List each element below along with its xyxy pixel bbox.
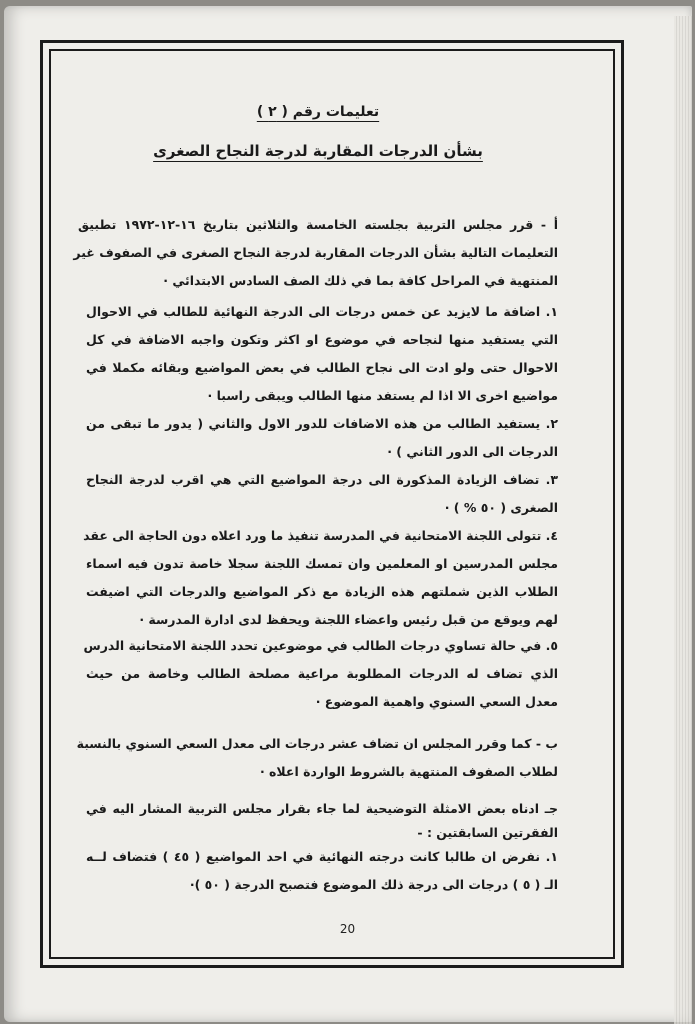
text-line: المنتهية في المراحل كافة بما في ذلك الصف السادس الابتدائي · — [163, 273, 558, 288]
text-line: ٢. يستفيد الطالب من هذه الاضافات للدور الاول والثاني ( يدور ما تبقى من — [86, 416, 558, 431]
text-line: لهم ويوقع من قبل رئيس واعضاء اللجنة ويحفظ لدى ادارة المدرسة · — [139, 612, 558, 627]
list-item-2 — [86, 410, 558, 466]
page-number: 20 — [339, 922, 356, 936]
text-line: معدل السعي السنوي واهمية الموضوع · — [315, 694, 558, 709]
text-line: جـ ادناه بعض الامثلة التوضيحية لما جاء بقرار مجلس التربية المشار اليه في — [86, 801, 558, 816]
page-edges — [674, 16, 692, 1024]
text-line: ٤. تتولى اللجنة الامتحانية في المدرسة تنفيذ ما ورد اعلاه دون الحاجة الى عقد — [83, 528, 558, 543]
text-line: مواضيع اخرى الا اذا لم يستفد منها الطالب ويبقى راسبا · — [207, 388, 558, 403]
text-line: لطلاب الصفوف المنتهية بالشروط الواردة اعلاه · — [259, 764, 558, 779]
text-line: ٥. في حالة تساوي درجات الطالب في موضوعين تحدد اللجنة الامتحانية الدرس — [83, 638, 558, 653]
list-item-4 — [83, 522, 558, 634]
text-line: الـ ( ٥ ) درجات الى درجة ذلك الموضوع فتصبح الدرجة ( ٥٠ )· — [189, 877, 558, 892]
text-line: الصغرى ( ٥٠ % ) · — [444, 500, 558, 515]
document-body — [73, 100, 558, 940]
list-item-1 — [86, 298, 558, 410]
text-line: الدرجات الى الدور الثاني ) · — [387, 444, 558, 459]
text-line: ١. اضافة ما لايزيد عن خمس درجات الى الدرجة النهائية للطالب في الاحوال — [86, 304, 558, 319]
list-item-5 — [83, 632, 558, 716]
text-line: التي يستفيد منها لنجاحه في موضوع او اكثر وتكون واجبه الاضافة في كل — [86, 332, 558, 347]
text-line: ب - كما وقرر المجلس ان تضاف عشر درجات الى معدل السعي السنوي بالنسبة — [76, 736, 558, 751]
instructions-title: تعليمات رقم ( ٢ ) — [256, 104, 380, 120]
text-line: ١. نفرض ان طالبا كانت درجته النهائية في احد المواضيع ( ٤٥ ) فتضاف لــه — [86, 849, 558, 864]
paragraph-b — [78, 730, 558, 786]
text-line: التعليمات التالية بشأن الدرجات المقاربة لدرجة النجاح الصغرى في الصفوف غير — [73, 245, 558, 260]
list-item-3 — [86, 466, 558, 522]
text-line: أ - قرر مجلس التربية بجلسته الخامسة والثلاثين بتاريخ ١٦-١٢-١٩٧٢ تطبيق — [78, 217, 558, 232]
paragraph-a — [73, 211, 558, 295]
instructions-subtitle: بشأن الدرجات المقاربة لدرجة النجاح الصغرى — [153, 142, 483, 160]
text-line: الذي تضاف له الدرجات المطلوبة مراعية مصلحة الطالب وخاصة من حيث — [86, 666, 558, 681]
text-line: الفقرتين السابقتين : - — [417, 825, 558, 840]
text-line: مجلس المدرسين او المعلمين وان تمسك اللجنة سجلا خاصة تدون فيه اسماء — [86, 556, 558, 571]
text-line: ٣. تضاف الزيادة المذكورة الى درجة المواضيع التي هي اقرب لدرجة النجاح — [86, 472, 558, 487]
text-line: الطلاب الذين شملتهم هذه الزيادة مع ذكر المواضيع والدرجات التي اضيفت — [86, 584, 558, 599]
text-line: الاحوال حتى ولو ادت الى نجاح الطالب في بعض المواضيع وبقائه مكملا في — [86, 360, 558, 375]
paragraph-c — [86, 795, 558, 899]
